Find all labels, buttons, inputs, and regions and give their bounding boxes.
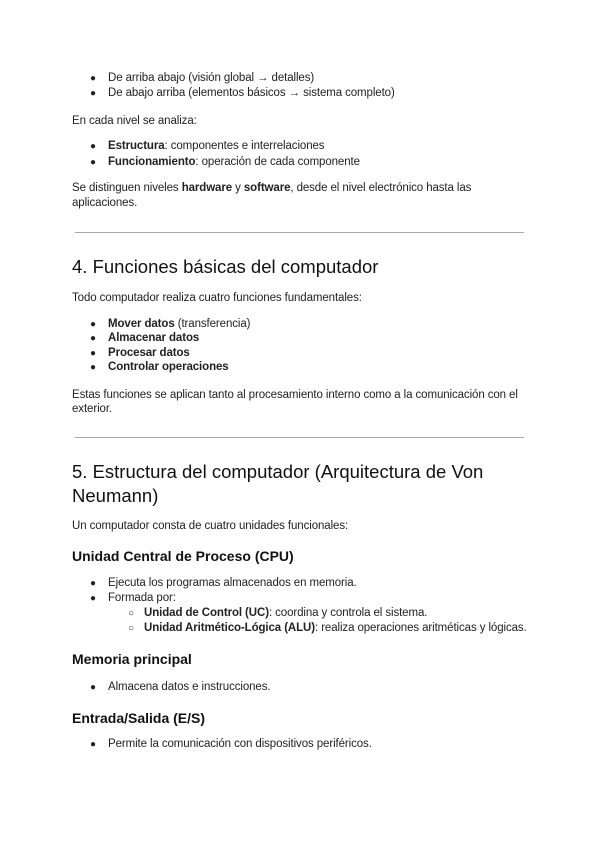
- subsection-heading-memory: Memoria principal: [72, 651, 192, 667]
- list-item: De abajo arriba (elementos básicos → sistema completo): [108, 87, 395, 99]
- list-item: Formada por:: [108, 592, 176, 604]
- bullet-icon: ●: [90, 88, 97, 99]
- divider: [75, 437, 524, 438]
- list-item: De arriba abajo (visión global → detalles): [108, 72, 315, 84]
- list-item: Procesar datos: [108, 347, 190, 359]
- bullet-icon: ●: [90, 682, 97, 693]
- section-title-continued: Neumann): [72, 485, 159, 506]
- subsection-heading-cpu: Unidad Central de Proceso (CPU): [72, 548, 294, 564]
- list-item: Estructura: componentes e interrelaciones: [108, 140, 325, 152]
- sub-bullet-icon: ○: [128, 623, 135, 634]
- paragraph: aplicaciones.: [72, 197, 138, 209]
- bullet-icon: ●: [90, 157, 97, 168]
- bullet-icon: ●: [90, 348, 97, 359]
- section-title: 5. Estructura del computador (Arquitectura de Von: [72, 461, 484, 482]
- paragraph: Un computador consta de cuatro unidades funcionales:: [72, 520, 349, 532]
- bullet-icon: ●: [90, 319, 97, 330]
- paragraph: Todo computador realiza cuatro funciones fundamentales:: [72, 292, 362, 304]
- list-item: Almacena datos e instrucciones.: [108, 681, 271, 693]
- subsection-heading-io: Entrada/Salida (E/S): [72, 710, 206, 726]
- paragraph: Estas funciones se aplican tanto al procesamiento interno como a la comunicación con el: [72, 389, 518, 401]
- list-item: Almacenar datos: [108, 332, 200, 344]
- sub-bullet-icon: ○: [128, 608, 135, 619]
- bullet-icon: ●: [90, 578, 97, 589]
- list-item: Controlar operaciones: [108, 361, 229, 373]
- list-item: Mover datos (transferencia): [108, 318, 251, 330]
- bullet-icon: ●: [90, 739, 97, 750]
- bullet-icon: ●: [90, 362, 97, 373]
- list-item: Permite la comunicación con dispositivos periféricos.: [108, 738, 372, 750]
- bullet-icon: ●: [90, 593, 97, 604]
- bullet-icon: ●: [90, 141, 97, 152]
- divider: [75, 232, 524, 233]
- list-item: Ejecuta los programas almacenados en memoria.: [108, 577, 357, 589]
- bullet-icon: ●: [90, 333, 97, 344]
- paragraph: exterior.: [72, 403, 113, 415]
- paragraph: Se distinguen niveles hardware y software, desde el nivel electrónico hasta las: [72, 182, 472, 194]
- paragraph: En cada nivel se analiza:: [72, 115, 197, 127]
- section-title: 4. Funciones básicas del computador: [72, 256, 379, 277]
- list-item: Funcionamiento: operación de cada componente: [108, 156, 360, 168]
- sub-list-item: Unidad Aritmético-Lógica (ALU): realiza operaciones aritméticas y lógicas.: [144, 622, 527, 634]
- sub-list-item: Unidad de Control (UC): coordina y controla el sistema.: [144, 607, 428, 619]
- bullet-icon: ●: [90, 73, 97, 84]
